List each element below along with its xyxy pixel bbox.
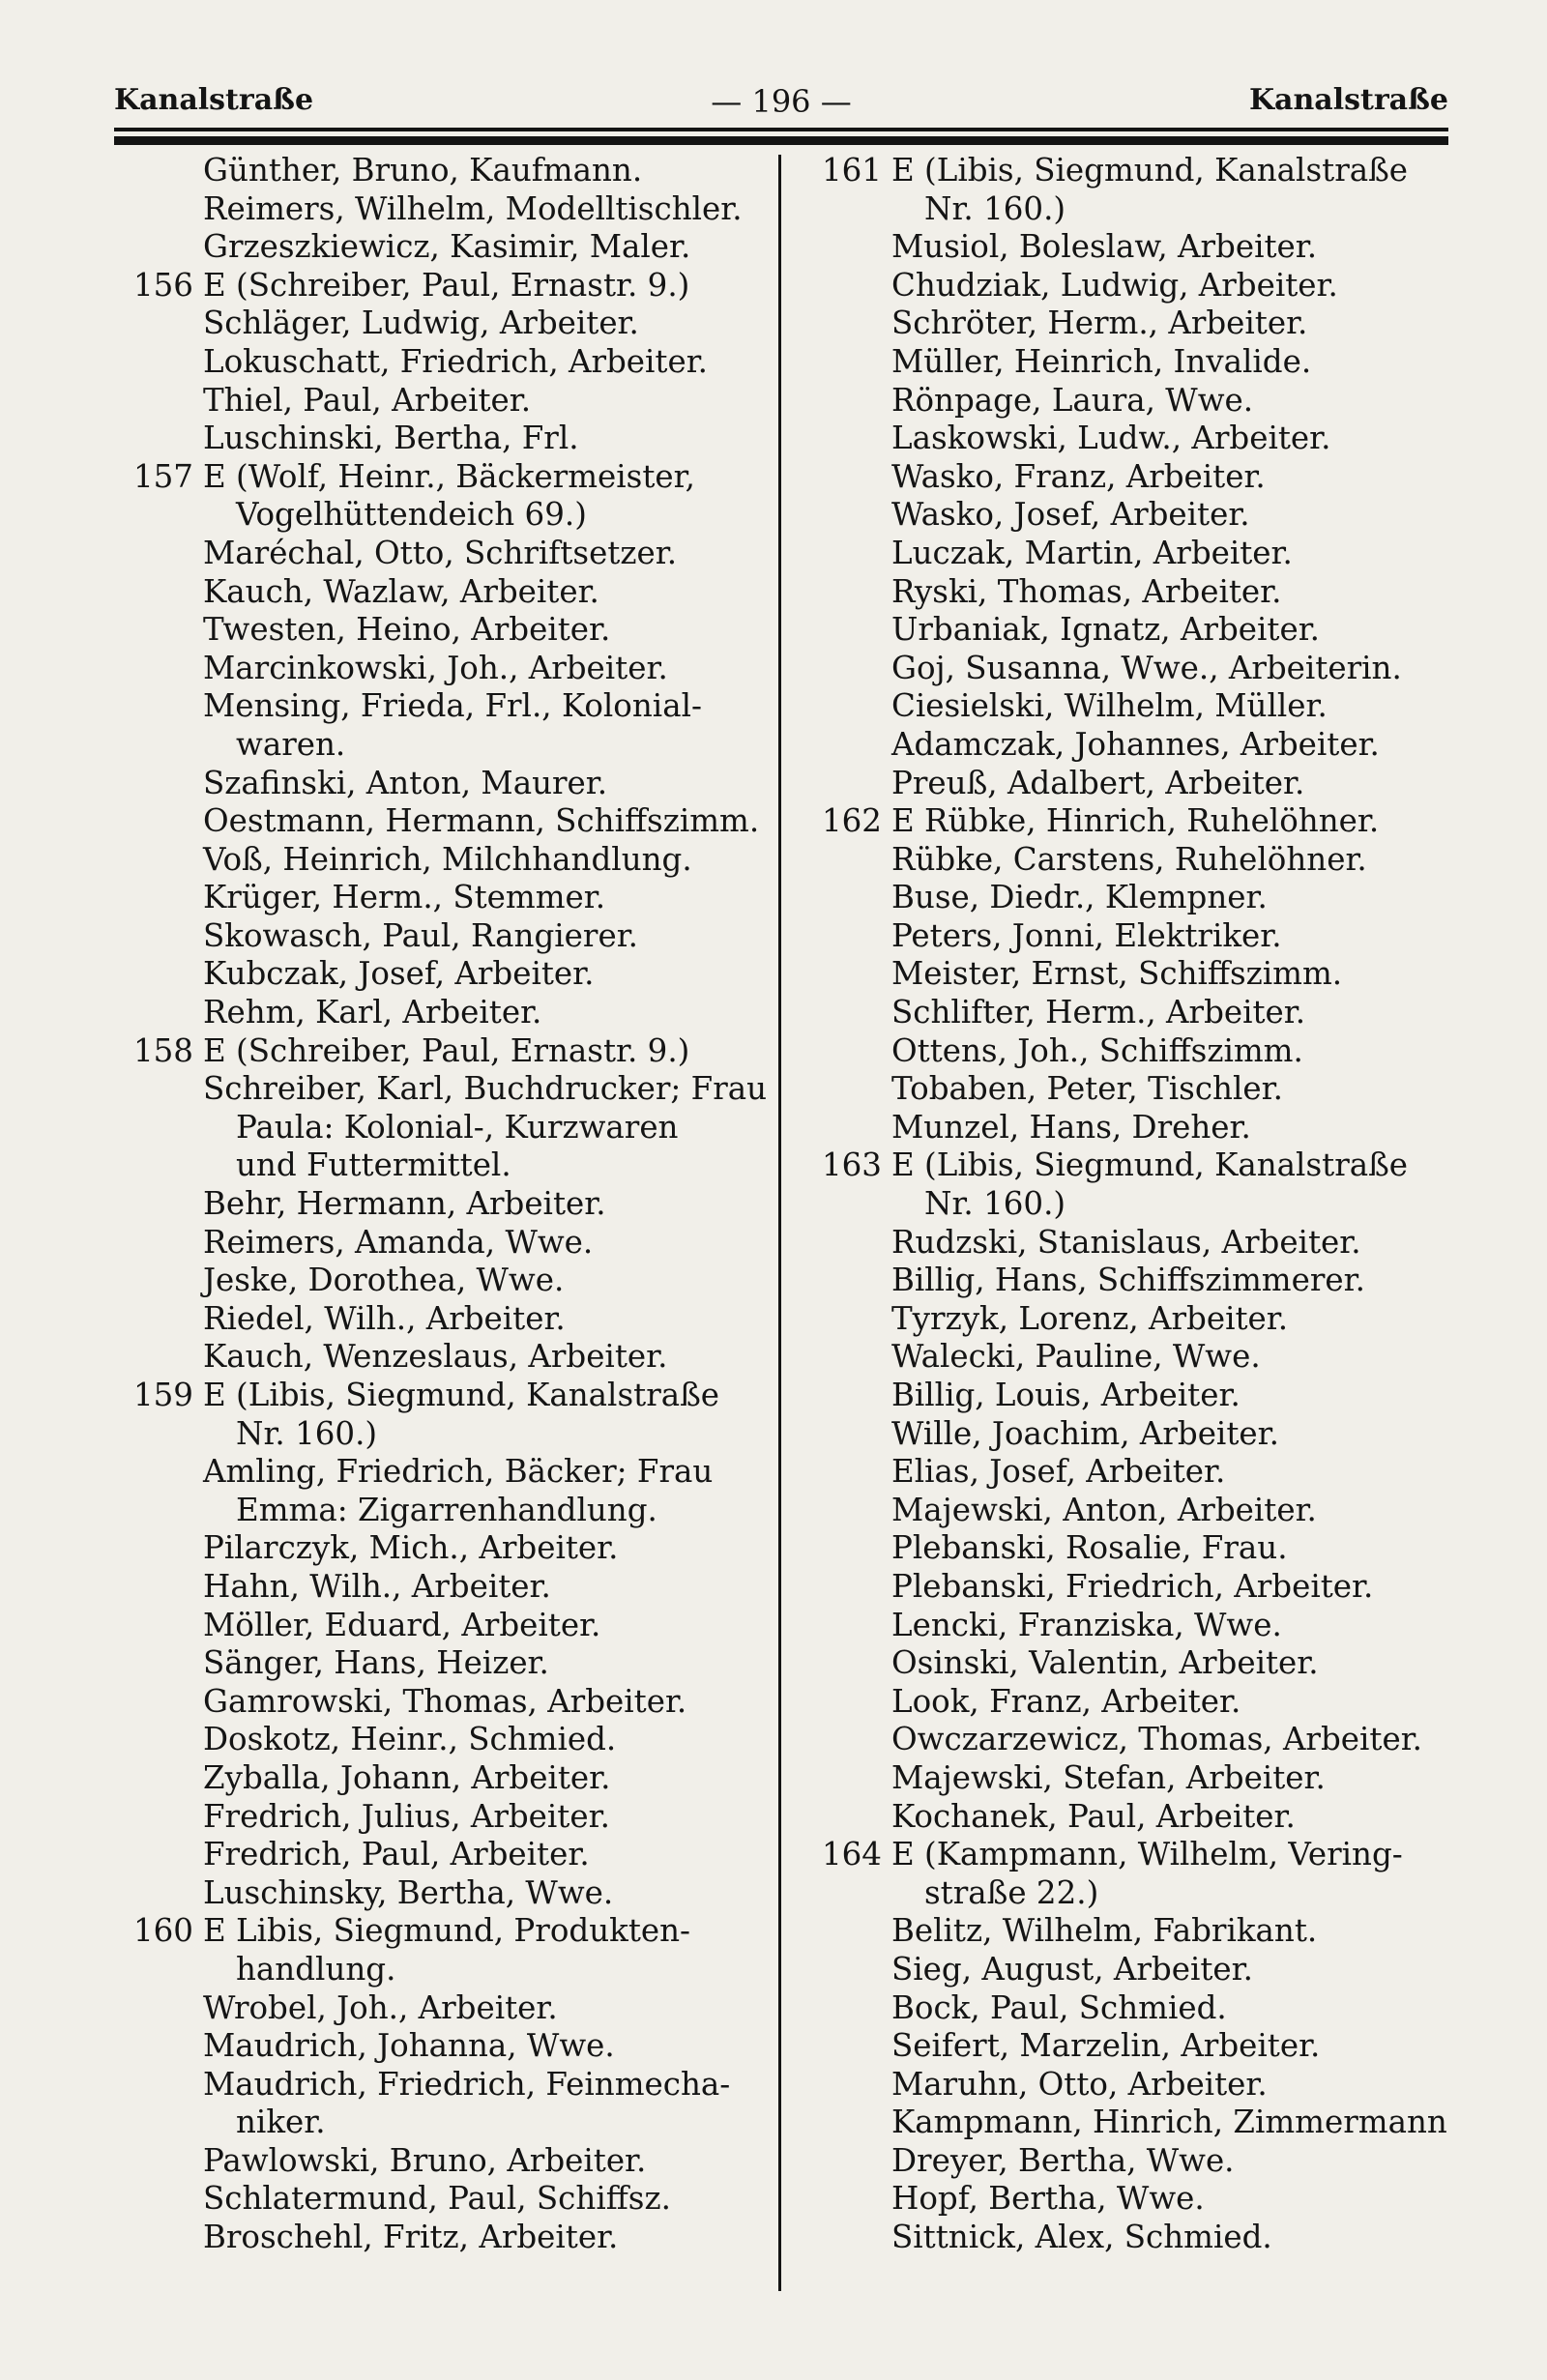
resident-text: Wasko, Franz, Arbeiter. xyxy=(891,457,1266,495)
continuation-line: Emma: Zigarrenhandlung. xyxy=(236,1491,657,1528)
resident-entry xyxy=(114,1224,772,1263)
resident-text: Luschinski, Bertha, Frl. xyxy=(203,420,579,457)
continuation-line: handlung. xyxy=(236,1950,396,1988)
house-number: 161 xyxy=(821,152,882,189)
resident-text: Doskotz, Heinr., Schmied. xyxy=(203,1721,617,1758)
resident-entry xyxy=(114,1836,772,1874)
resident-text: Gamrowski, Thomas, Arbeiter. xyxy=(203,1682,687,1720)
resident-text: Look, Franz, Arbeiter. xyxy=(891,1682,1241,1720)
resident-text: Rübke, Carstens, Ruhelöhner. xyxy=(891,840,1367,878)
house-number: 163 xyxy=(821,1146,882,1184)
resident-text: Kauch, Wazlaw, Arbeiter. xyxy=(203,572,599,610)
resident-text: Belitz, Wilhelm, Fabrikant. xyxy=(891,1912,1318,1950)
resident-text: Tyrzyk, Lorenz, Arbeiter. xyxy=(891,1299,1289,1337)
resident-entry xyxy=(803,2066,1499,2104)
resident-text: Szafinski, Anton, Maurer. xyxy=(203,764,608,801)
house-number: 160 xyxy=(132,1912,193,1950)
resident-entry xyxy=(803,1070,1499,1109)
resident-entry xyxy=(803,343,1499,382)
house-number: 157 xyxy=(132,457,193,495)
header-rule-thick xyxy=(114,136,1448,145)
resident-entry xyxy=(803,573,1499,612)
house-entry xyxy=(803,1146,1499,1223)
resident-text: Schlatermund, Paul, Schiffsz. xyxy=(203,2180,671,2218)
resident-text: Ciesielski, Wilhelm, Müller. xyxy=(891,687,1328,725)
resident-text: Kubczak, Josef, Arbeiter. xyxy=(203,955,595,993)
resident-entry xyxy=(114,1721,772,1759)
resident-entry xyxy=(803,2027,1499,2066)
resident-entry xyxy=(803,1377,1499,1415)
resident-entry xyxy=(803,1415,1499,1454)
resident-entry xyxy=(803,2104,1499,2142)
house-entry xyxy=(114,267,772,305)
resident-text: Schlifter, Herm., Arbeiter. xyxy=(891,994,1306,1031)
resident-text: Schläger, Ludwig, Arbeiter. xyxy=(203,305,639,342)
running-head-right: Kanalstraße xyxy=(1248,83,1448,117)
resident-entry xyxy=(803,1683,1499,1722)
resident-text: Laskowski, Ludw., Arbeiter. xyxy=(891,420,1331,457)
resident-entry xyxy=(803,687,1499,726)
resident-text: Ottens, Joh., Schiffszimm. xyxy=(891,1031,1303,1069)
resident-text: Owczarzewicz, Thomas, Arbeiter. xyxy=(891,1721,1422,1758)
resident-entry xyxy=(114,2142,772,2181)
resident-entry xyxy=(114,1759,772,1798)
resident-entry xyxy=(803,1529,1499,1568)
resident-entry xyxy=(114,1874,772,1913)
resident-text: Krüger, Herm., Stemmer. xyxy=(203,879,606,916)
resident-text: Maudrich, Friedrich, Feinmecha- xyxy=(203,2065,731,2103)
house-number: 162 xyxy=(821,802,882,840)
resident-text: Behr, Hermann, Arbeiter. xyxy=(203,1185,606,1223)
house-number: 156 xyxy=(132,266,193,304)
resident-entry xyxy=(114,420,772,458)
running-head-left: Kanalstraße xyxy=(114,83,314,117)
resident-entry xyxy=(114,2219,772,2257)
resident-entry xyxy=(114,2066,772,2142)
continuation-line: Nr. 160.) xyxy=(924,1185,1066,1223)
resident-text: Goj, Susanna, Wwe., Arbeiterin. xyxy=(891,649,1402,686)
resident-entry xyxy=(114,1262,772,1300)
resident-entry xyxy=(114,687,772,764)
house-number: 164 xyxy=(821,1836,882,1873)
resident-entry xyxy=(803,1798,1499,1837)
resident-text: Adamczak, Johannes, Arbeiter. xyxy=(891,725,1380,763)
column-divider xyxy=(778,155,781,2291)
resident-text: Buse, Diedr., Klempner. xyxy=(891,879,1268,916)
house-entry xyxy=(803,802,1499,841)
resident-text: Musiol, Boleslaw, Arbeiter. xyxy=(891,228,1318,266)
page-header xyxy=(114,83,1448,131)
resident-text: Twesten, Heino, Arbeiter. xyxy=(203,611,611,649)
resident-entry xyxy=(114,152,772,190)
resident-entry xyxy=(114,1300,772,1339)
resident-entry xyxy=(803,267,1499,305)
resident-text: Billig, Louis, Arbeiter. xyxy=(891,1377,1241,1413)
resident-text: Hahn, Wilh., Arbeiter. xyxy=(203,1567,551,1605)
resident-text: Rehm, Karl, Arbeiter. xyxy=(203,994,542,1031)
resident-text: Seifert, Marzelin, Arbeiter. xyxy=(891,2027,1321,2065)
resident-text: Wille, Joachim, Arbeiter. xyxy=(891,1414,1279,1452)
resident-text: Schröter, Herm., Arbeiter. xyxy=(891,305,1308,342)
resident-entry xyxy=(803,955,1499,994)
resident-text: Kauch, Wenzeslaus, Arbeiter. xyxy=(203,1338,668,1376)
resident-entry xyxy=(803,611,1499,650)
resident-text: Grzeszkiewicz, Kasimir, Maler. xyxy=(203,228,691,266)
continuation-line: Nr. 160.) xyxy=(236,1414,378,1452)
house-owner-text: E (Schreiber, Paul, Ernastr. 9.) xyxy=(203,266,690,304)
resident-entry xyxy=(114,1529,772,1568)
resident-text: Elias, Josef, Arbeiter. xyxy=(891,1453,1226,1491)
resident-entry xyxy=(114,1453,772,1529)
resident-text: Maruhn, Otto, Arbeiter. xyxy=(891,2065,1268,2103)
resident-text: Mensing, Frieda, Frl., Kolonial- xyxy=(203,687,702,725)
resident-entry xyxy=(803,917,1499,956)
resident-text: Hopf, Bertha, Wwe. xyxy=(891,2180,1205,2218)
resident-entry xyxy=(803,2219,1499,2257)
house-number: 159 xyxy=(132,1377,193,1413)
resident-entry xyxy=(114,1644,772,1683)
resident-entry xyxy=(803,1989,1499,2028)
resident-entry xyxy=(114,1568,772,1607)
resident-text: Müller, Heinrich, Invalide. xyxy=(891,342,1312,380)
resident-entry xyxy=(803,841,1499,880)
continuation-line: niker. xyxy=(236,2104,326,2141)
resident-text: Preuß, Adalbert, Arbeiter. xyxy=(891,764,1305,801)
resident-entry xyxy=(114,1607,772,1645)
continuation-line: und Futtermittel. xyxy=(236,1146,511,1184)
resident-text: Pawlowski, Bruno, Arbeiter. xyxy=(203,2141,647,2179)
resident-text: Osinski, Valentin, Arbeiter. xyxy=(891,1644,1319,1682)
resident-text: Bock, Paul, Schmied. xyxy=(891,1988,1227,2026)
house-owner-text: E (Kampmann, Wilhelm, Vering- xyxy=(891,1836,1403,1873)
resident-entry xyxy=(803,305,1499,343)
resident-entry xyxy=(803,1224,1499,1263)
resident-entry xyxy=(114,1338,772,1377)
resident-entry xyxy=(803,994,1499,1032)
resident-entry xyxy=(803,1453,1499,1492)
resident-text: Möller, Eduard, Arbeiter. xyxy=(203,1606,601,1643)
resident-entry xyxy=(114,343,772,382)
resident-text: Plebanski, Friedrich, Arbeiter. xyxy=(891,1567,1374,1605)
resident-text: Riedel, Wilh., Arbeiter. xyxy=(203,1299,566,1337)
resident-entry xyxy=(803,1032,1499,1071)
resident-entry xyxy=(114,190,772,229)
house-entry xyxy=(114,1032,772,1071)
resident-text: Zyballa, Johann, Arbeiter. xyxy=(203,1758,611,1796)
resident-entry xyxy=(803,228,1499,267)
resident-entry xyxy=(803,879,1499,917)
resident-text: Lokuschatt, Friedrich, Arbeiter. xyxy=(203,342,709,380)
resident-text: Reimers, Amanda, Wwe. xyxy=(203,1223,594,1261)
resident-entry xyxy=(114,1185,772,1224)
resident-text: Thiel, Paul, Arbeiter. xyxy=(203,381,532,419)
resident-entry xyxy=(803,1644,1499,1683)
resident-text: Günther, Bruno, Kaufmann. xyxy=(203,152,643,189)
resident-entry xyxy=(114,611,772,650)
house-owner-text: E (Wolf, Heinr., Bäckermeister, xyxy=(203,457,695,495)
resident-text: Amling, Friedrich, Bäcker; Frau xyxy=(203,1453,714,1491)
resident-text: Fredrich, Paul, Arbeiter. xyxy=(203,1836,590,1873)
resident-entry xyxy=(114,573,772,612)
resident-entry xyxy=(803,1721,1499,1759)
resident-text: Broschehl, Fritz, Arbeiter. xyxy=(203,2219,619,2256)
continuation-line: waren. xyxy=(236,725,346,763)
resident-text: Luczak, Martin, Arbeiter. xyxy=(891,534,1293,571)
resident-text: Majewski, Anton, Arbeiter. xyxy=(891,1491,1317,1528)
resident-text: Maréchal, Otto, Schriftsetzer. xyxy=(203,534,678,571)
resident-entry xyxy=(803,765,1499,803)
house-owner-text: E (Schreiber, Paul, Ernastr. 9.) xyxy=(203,1031,690,1069)
resident-entry xyxy=(803,1607,1499,1645)
resident-text: Skowasch, Paul, Rangierer. xyxy=(203,916,638,954)
resident-entry xyxy=(803,650,1499,688)
resident-text: Pilarczyk, Mich., Arbeiter. xyxy=(203,1529,619,1567)
resident-text: Ryski, Thomas, Arbeiter. xyxy=(891,572,1282,610)
resident-entry xyxy=(803,1262,1499,1300)
resident-entry xyxy=(803,2180,1499,2219)
resident-text: Munzel, Hans, Dreher. xyxy=(891,1108,1251,1146)
resident-entry xyxy=(114,765,772,803)
resident-text: Maudrich, Johanna, Wwe. xyxy=(203,2027,615,2065)
resident-text: Luschinsky, Bertha, Wwe. xyxy=(203,1873,614,1911)
house-owner-text: E (Libis, Siegmund, Kanalstraße xyxy=(203,1377,720,1413)
resident-text: Billig, Hans, Schiffszimmerer. xyxy=(891,1262,1365,1299)
resident-entry xyxy=(803,726,1499,765)
house-entry xyxy=(114,458,772,535)
resident-entry xyxy=(114,305,772,343)
resident-text: Tobaben, Peter, Tischler. xyxy=(891,1070,1283,1108)
resident-text: Kochanek, Paul, Arbeiter. xyxy=(891,1797,1296,1835)
resident-entry xyxy=(803,382,1499,421)
resident-text: Urbaniak, Ignatz, Arbeiter. xyxy=(891,611,1320,649)
resident-entry xyxy=(803,2142,1499,2181)
house-entry xyxy=(803,1836,1499,1912)
resident-entry xyxy=(114,228,772,267)
resident-entry xyxy=(803,1759,1499,1798)
resident-entry xyxy=(803,1300,1499,1339)
resident-entry xyxy=(803,1109,1499,1147)
resident-entry xyxy=(114,2027,772,2066)
right-column xyxy=(803,152,1499,2257)
house-entry xyxy=(803,152,1499,228)
left-column xyxy=(114,152,772,2257)
resident-text: Wrobel, Joh., Arbeiter. xyxy=(203,1988,558,2026)
page-number: — 196 — xyxy=(711,83,852,120)
resident-entry xyxy=(803,458,1499,497)
house-entry xyxy=(114,1912,772,1988)
resident-text: Peters, Jonni, Elektriker. xyxy=(891,916,1282,954)
resident-entry xyxy=(114,1798,772,1837)
header-rule-thin xyxy=(114,128,1448,131)
continuation-line: straße 22.) xyxy=(924,1873,1099,1911)
resident-text: Chudziak, Ludwig, Arbeiter. xyxy=(891,266,1338,304)
resident-text: Kampmann, Hinrich, Zimmermann xyxy=(891,2104,1447,2141)
resident-text: Schreiber, Karl, Buchdrucker; Frau xyxy=(203,1070,768,1108)
resident-entry xyxy=(803,420,1499,458)
resident-entry xyxy=(114,535,772,573)
resident-text: Jeske, Dorothea, Wwe. xyxy=(203,1262,565,1299)
resident-text: Meister, Ernst, Schiffszimm. xyxy=(891,955,1343,993)
resident-entry xyxy=(803,1338,1499,1377)
resident-entry xyxy=(114,879,772,917)
resident-entry xyxy=(114,2180,772,2219)
house-owner-text: E Libis, Siegmund, Produkten- xyxy=(203,1912,691,1950)
resident-text: Rönpage, Laura, Wwe. xyxy=(891,381,1254,419)
resident-entry xyxy=(114,1989,772,2028)
resident-text: Oestmann, Hermann, Schiffszimm. xyxy=(203,802,760,840)
resident-entry xyxy=(114,955,772,994)
resident-text: Voß, Heinrich, Milchhandlung. xyxy=(203,840,692,878)
resident-text: Sittnick, Alex, Schmied. xyxy=(891,2219,1272,2256)
resident-text: Rudzski, Stanislaus, Arbeiter. xyxy=(891,1223,1361,1261)
resident-text: Fredrich, Julius, Arbeiter. xyxy=(203,1797,610,1835)
resident-text: Plebanski, Rosalie, Frau. xyxy=(891,1529,1288,1567)
resident-text: Sieg, August, Arbeiter. xyxy=(891,1950,1253,1988)
resident-text: Wasko, Josef, Arbeiter. xyxy=(891,496,1250,534)
house-number: 158 xyxy=(132,1031,193,1069)
resident-entry xyxy=(114,802,772,841)
continuation-line: Paula: Kolonial-, Kurzwaren xyxy=(236,1108,679,1146)
resident-entry xyxy=(803,496,1499,535)
resident-entry xyxy=(114,1683,772,1722)
resident-text: Walecki, Pauline, Wwe. xyxy=(891,1338,1261,1376)
resident-entry xyxy=(114,917,772,956)
resident-text: Lencki, Franziska, Wwe. xyxy=(891,1606,1282,1643)
resident-text: Sänger, Hans, Heizer. xyxy=(203,1644,549,1682)
resident-entry xyxy=(803,1951,1499,1989)
resident-entry xyxy=(114,1070,772,1185)
resident-text: Marcinkowski, Joh., Arbeiter. xyxy=(203,649,668,686)
resident-entry xyxy=(114,994,772,1032)
resident-entry xyxy=(114,841,772,880)
house-entry xyxy=(114,1377,772,1453)
house-owner-text: E (Libis, Siegmund, Kanalstraße xyxy=(891,152,1409,189)
resident-entry xyxy=(803,1912,1499,1951)
house-owner-text: E Rübke, Hinrich, Ruhelöhner. xyxy=(891,802,1380,840)
resident-entry xyxy=(114,650,772,688)
house-owner-text: E (Libis, Siegmund, Kanalstraße xyxy=(891,1146,1409,1184)
resident-text: Reimers, Wilhelm, Modelltischler. xyxy=(203,189,743,227)
continuation-line: Vogelhüttendeich 69.) xyxy=(236,496,587,534)
resident-entry xyxy=(803,1568,1499,1607)
resident-text: Majewski, Stefan, Arbeiter. xyxy=(891,1758,1326,1796)
resident-entry xyxy=(803,1492,1499,1530)
resident-entry xyxy=(803,535,1499,573)
continuation-line: Nr. 160.) xyxy=(924,189,1066,227)
resident-text: Dreyer, Bertha, Wwe. xyxy=(891,2141,1235,2179)
resident-entry xyxy=(114,382,772,421)
